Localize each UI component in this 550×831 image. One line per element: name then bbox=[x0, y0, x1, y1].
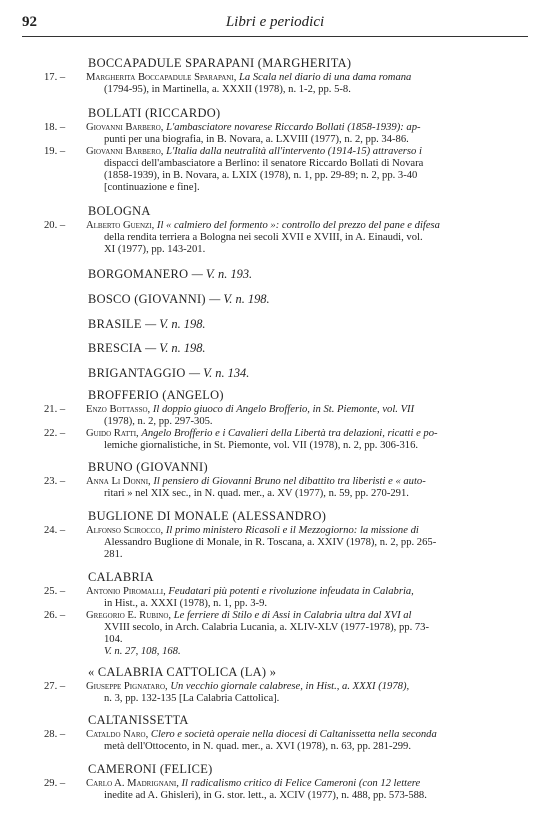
section-heading: BOLOGNA bbox=[88, 204, 151, 218]
entry-text: 281. bbox=[104, 549, 123, 560]
entry-text: Feudatari più potenti e rivoluzione infeudata in Calabria, bbox=[168, 586, 414, 597]
entry-number: 20. – bbox=[44, 220, 66, 231]
section-heading: « CALABRIA CATTOLICA (LA) » bbox=[88, 665, 277, 679]
entry-number: 17. – bbox=[44, 72, 66, 83]
section-heading: BRUNO (GIOVANNI) bbox=[88, 460, 208, 474]
section-heading: BOCCAPADULE SPARAPANI (MARGHERITA) bbox=[88, 56, 352, 70]
section-heading: BOLLATI (RICCARDO) bbox=[88, 106, 221, 120]
see-reference: — V. n. 198. bbox=[145, 341, 206, 355]
entry-number: 25. – bbox=[44, 586, 66, 597]
see-reference: V. n. 27, 108, 168. bbox=[104, 646, 181, 657]
entry-text: [continuazione e fine]. bbox=[104, 182, 200, 193]
entry-author: Margherita Boccapadule Sparapani, bbox=[86, 72, 237, 83]
entry-number: 24. – bbox=[44, 525, 66, 536]
entry-text: lemiche giornalistiche, in St. Piemonte, vol. VII (1978), n. 2, pp. 306-316. bbox=[104, 440, 419, 451]
entry-text: Il « calmiero del formento »: controllo del prezzo del pane e difesa bbox=[156, 220, 440, 231]
entry-text: (1858-1939), in B. Novara, a. LXIX (1978), n. 1, pp. 29-89; n. 2, pp. 3-40 bbox=[104, 170, 418, 181]
entry-text: inedite ad A. Ghisleri), in G. stor. lett., a. XCIV (1977), n. 488, pp. 573-588. bbox=[104, 790, 427, 801]
see-reference: — V. n. 193. bbox=[191, 267, 253, 281]
entry-text: XVIII secolo, in Arch. Calabria Lucania, a. XLIV-XLV (1977-1978), pp. 73- bbox=[104, 622, 429, 633]
section-heading: BOSCO (GIOVANNI) bbox=[88, 292, 206, 306]
entry-text: Il pensiero di Giovanni Bruno nel dibattito tra liberisti e « auto- bbox=[153, 476, 426, 487]
entry-author: Antonio Piromalli, bbox=[86, 586, 166, 597]
entry-author: Cataldo Naro, bbox=[86, 729, 149, 740]
entry-number: 29. – bbox=[44, 778, 66, 789]
entry-text: Il doppio giuoco di Angelo Brofferio, in St. Piemonte, vol. VII bbox=[152, 404, 415, 415]
entry-author: Giovanni Barbero, bbox=[86, 146, 164, 157]
section-heading: CALTANISSETTA bbox=[88, 713, 189, 727]
entry-text: metà dell'Ottocento, in N. quad. mer., a. XVI (1978), n. 63, pp. 281-299. bbox=[104, 741, 412, 752]
entry-author: Giovanni Barbero, bbox=[86, 122, 164, 133]
entry-author: Giuseppe Pignataro, bbox=[86, 681, 168, 692]
entry-number: 23. – bbox=[44, 476, 66, 487]
entry-number: 22. – bbox=[44, 428, 66, 439]
entry-number: 19. – bbox=[44, 146, 66, 157]
entry-text: Alessandro Buglione di Monale, in R. Toscana, a. XXIV (1978), n. 2, pp. 265- bbox=[104, 537, 437, 548]
section-heading: BORGOMANERO bbox=[88, 267, 189, 281]
section-heading: BRESCIA bbox=[88, 341, 142, 355]
see-reference: — V. n. 198. bbox=[209, 292, 270, 306]
section-heading: BRIGANTAGGIO bbox=[88, 366, 186, 380]
entry-number: 21. – bbox=[44, 404, 66, 415]
see-reference: — V. n. 134. bbox=[189, 366, 250, 380]
entry-text: ritari » nel XIX sec., in N. quad. mer., a. XV (1977), n. 59, pp. 270-291. bbox=[104, 488, 409, 499]
entry-text: (1978), n. 2, pp. 297-305. bbox=[104, 416, 213, 427]
section-heading: CALABRIA bbox=[88, 570, 154, 584]
entry-text: punti per una biografia, in B. Novara, a. LXVIII (1977), n. 2, pp. 34-86. bbox=[104, 134, 409, 145]
cross-reference bbox=[88, 341, 206, 356]
entry-author: Alfonso Scirocco, bbox=[86, 525, 164, 536]
entry-author: Gregorio E. Rubino, bbox=[86, 610, 172, 621]
entry-number: 27. – bbox=[44, 681, 66, 692]
entry-author: Alberto Guenzi, bbox=[86, 220, 155, 231]
section-heading: CAMERONI (FELICE) bbox=[88, 762, 213, 776]
section-heading: BUGLIONE DI MONALE (ALESSANDRO) bbox=[88, 509, 327, 523]
entry-text: dispacci dell'ambasciatore a Berlino: il senatore Riccardo Bollati di Novara bbox=[104, 158, 424, 169]
page-number: 92 bbox=[22, 14, 37, 30]
entry-text: della rendita terriera a Bologna nei secoli XVII e XVIII, in A. Einaudi, vol. bbox=[104, 232, 423, 243]
entry-author: Guido Ratti, bbox=[86, 428, 139, 439]
entry-text: in Hist., a. XXXI (1978), n. 1, pp. 3-9. bbox=[104, 598, 268, 609]
entry-number: 28. – bbox=[44, 729, 66, 740]
entry-number: 26. – bbox=[44, 610, 66, 621]
entry-text: Un vecchio giornale calabrese, in Hist., a. XXXI (1978), bbox=[170, 681, 410, 692]
cross-reference bbox=[88, 317, 206, 332]
entry-text: XI (1977), pp. 143-201. bbox=[104, 244, 206, 255]
entry-text: 104. bbox=[104, 634, 123, 645]
entry-text: Il primo ministero Ricasoli e il Mezzogiorno: la missione di bbox=[165, 525, 419, 536]
entry-text: n. 3, pp. 132-135 [La Calabria Cattolica]. bbox=[104, 693, 280, 704]
entry-text: Angelo Brofferio e i Cavalieri della Libertà tra delazioni, ricatti e po- bbox=[141, 428, 438, 439]
entry-text: (1794-95), in Martinella, a. XXXII (1978), n. 1-2, pp. 5-8. bbox=[104, 84, 351, 95]
entry-text: Le ferriere di Stilo e di Assi in Calabria ultra dal XVI al bbox=[173, 610, 412, 621]
entry-author: Carlo A. Madrignani, bbox=[86, 778, 179, 789]
entry-author: Anna Li Donni, bbox=[86, 476, 151, 487]
running-title: Libri e periodici bbox=[225, 14, 325, 30]
section-heading: BRASILE bbox=[88, 317, 142, 331]
cross-reference bbox=[88, 292, 270, 307]
entry-text: Clero e società operaie nella diocesi di Caltanissetta nella seconda bbox=[150, 729, 437, 740]
entry-number: 18. – bbox=[44, 122, 66, 133]
entry-text: L'ambasciatore novarese Riccardo Bollati (1858-1939): ap- bbox=[166, 122, 421, 133]
entry-author: Enzo Bottasso, bbox=[86, 404, 151, 415]
cross-reference bbox=[88, 267, 252, 282]
page-header bbox=[22, 14, 528, 37]
entry-text: La Scala nel diario di una dama romana bbox=[239, 72, 412, 83]
section-heading: BROFFERIO (ANGELO) bbox=[88, 388, 224, 402]
entry-text: Il radicalismo critico di Felice Cameroni (con 12 lettere bbox=[181, 778, 421, 789]
cross-reference bbox=[88, 366, 249, 381]
entry-text: L'Italia dalla neutralità all'intervento (1914-15) attraverso i bbox=[166, 146, 422, 157]
see-reference: — V. n. 198. bbox=[145, 317, 206, 331]
